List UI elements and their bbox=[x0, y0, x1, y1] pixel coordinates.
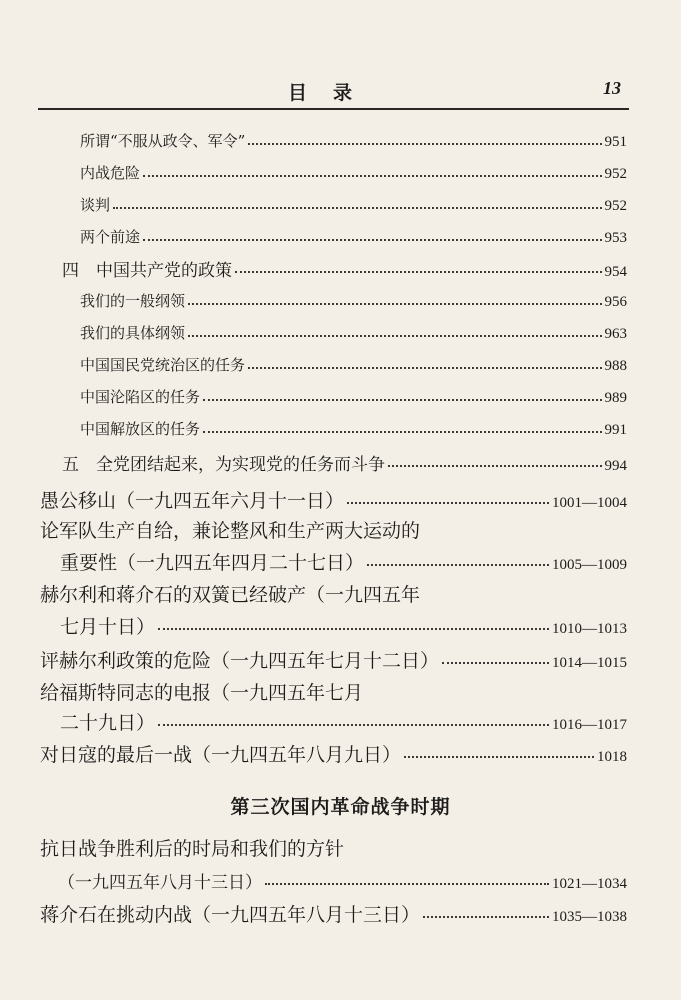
toc-entry[interactable] bbox=[40, 646, 627, 673]
toc-entry[interactable] bbox=[40, 900, 627, 927]
toc-entry-page: 954 bbox=[604, 264, 627, 280]
toc-entry-title: 我们的一般纲领 bbox=[80, 292, 186, 310]
toc-entry-page: 1021—1034 bbox=[552, 876, 627, 892]
section-heading: 第三次国内革命战争时期 bbox=[230, 796, 451, 818]
leader-dots bbox=[143, 174, 601, 177]
toc-entry-page: 1014—1015 bbox=[552, 655, 627, 671]
toc-entry-page: 1005—1009 bbox=[552, 557, 627, 573]
toc-entry[interactable] bbox=[80, 290, 627, 311]
toc-entry-title: 愚公移山（一九四五年六月十一日） bbox=[40, 490, 345, 512]
leader-dots bbox=[248, 142, 601, 145]
toc-entry-title: 两个前途 bbox=[80, 228, 141, 246]
toc-entry-title: 四 中国共产党的政策 bbox=[62, 261, 232, 281]
leader-dots bbox=[388, 464, 602, 467]
toc-entry-title: 蒋介石在挑动内战（一九四五年八月十三日） bbox=[40, 904, 421, 926]
toc-entry-title-line1[interactable]: 给福斯特同志的电报（一九四五年七月 bbox=[40, 682, 364, 704]
toc-entry-page: 1035—1038 bbox=[552, 909, 627, 925]
toc-entry[interactable] bbox=[60, 708, 627, 735]
toc-entry[interactable] bbox=[80, 194, 627, 215]
leader-dots bbox=[203, 398, 601, 401]
toc-entry-title: 对日寇的最后一战（一九四五年八月九日） bbox=[40, 744, 402, 766]
toc-entry-page: 988 bbox=[604, 358, 627, 374]
header-title: 目录 bbox=[288, 82, 379, 104]
toc-entry[interactable] bbox=[40, 486, 627, 513]
header-page-number: 13 bbox=[603, 78, 621, 98]
toc-entry[interactable] bbox=[80, 322, 627, 343]
header-rule bbox=[38, 108, 629, 110]
toc-entry-title: 谈判 bbox=[80, 196, 111, 214]
leader-dots bbox=[113, 206, 601, 209]
toc-entry-title-line2: 七月十日） bbox=[60, 616, 156, 638]
leader-dots bbox=[265, 882, 549, 885]
toc-entry[interactable] bbox=[80, 418, 627, 439]
toc-entry-title-line1[interactable]: 赫尔利和蒋介石的双簧已经破产（一九四五年 bbox=[40, 584, 421, 606]
leader-dots bbox=[143, 238, 601, 241]
leader-dots bbox=[188, 302, 601, 305]
toc-entry-title: 五 全党团结起来，为实现党的任务而斗争 bbox=[62, 455, 385, 475]
toc-entry-title-line2: 重要性（一九四五年四月二十七日） bbox=[60, 552, 365, 574]
toc-entry-title: 内战危险 bbox=[80, 164, 141, 182]
leader-dots bbox=[248, 366, 601, 369]
toc-entry[interactable] bbox=[58, 868, 627, 893]
toc-entry-title: 评赫尔利政策的危险（一九四五年七月十二日） bbox=[40, 650, 440, 672]
toc-entry[interactable] bbox=[62, 450, 627, 475]
toc-entry-page: 1001—1004 bbox=[552, 495, 627, 511]
toc-entry-title-line2: （一九四五年八月十三日） bbox=[58, 873, 262, 893]
leader-dots bbox=[367, 563, 549, 566]
leader-dots bbox=[423, 915, 549, 918]
toc-entry[interactable] bbox=[62, 256, 627, 281]
toc-entry-page: 952 bbox=[604, 198, 627, 214]
toc-entry-title-line1[interactable]: 抗日战争胜利后的时局和我们的方针 bbox=[40, 838, 345, 860]
toc-entry-page: 951 bbox=[604, 134, 627, 150]
toc-entry-title-line2: 二十九日） bbox=[60, 712, 156, 734]
toc-entry[interactable] bbox=[60, 548, 627, 575]
toc-entry-title: 我们的具体纲领 bbox=[80, 324, 186, 342]
toc-entry-title: 中国国民党统治区的任务 bbox=[80, 356, 246, 374]
page-header bbox=[38, 74, 629, 108]
leader-dots bbox=[158, 627, 549, 630]
toc-entry[interactable] bbox=[80, 386, 627, 407]
toc-entry-title-line1[interactable]: 论军队生产自给，兼论整风和生产两大运动的 bbox=[40, 520, 421, 542]
toc-entry-page: 956 bbox=[604, 294, 627, 310]
leader-dots bbox=[442, 661, 549, 664]
leader-dots bbox=[404, 755, 594, 758]
toc-entry-page: 963 bbox=[604, 326, 627, 342]
toc-entry[interactable] bbox=[80, 354, 627, 375]
toc-entry-page: 994 bbox=[604, 458, 627, 474]
toc-entry-page: 952 bbox=[604, 166, 627, 182]
toc-entry-page: 1010—1013 bbox=[552, 621, 627, 637]
toc-entry[interactable] bbox=[60, 612, 627, 639]
leader-dots bbox=[235, 270, 602, 273]
toc-entry-page: 991 bbox=[604, 422, 627, 438]
leader-dots bbox=[203, 430, 601, 433]
toc-entry[interactable] bbox=[40, 740, 627, 767]
toc-entry-page: 953 bbox=[604, 230, 627, 246]
toc-entry-page: 989 bbox=[604, 390, 627, 406]
leader-dots bbox=[158, 723, 549, 726]
toc-entry-page: 1018 bbox=[597, 749, 627, 765]
toc-entry-page: 1016—1017 bbox=[552, 717, 627, 733]
toc-entry[interactable] bbox=[80, 226, 627, 247]
toc-entry[interactable] bbox=[80, 162, 627, 183]
leader-dots bbox=[347, 501, 549, 504]
toc-entry-title: 所谓“不服从政令、军令” bbox=[80, 132, 246, 150]
toc-entry[interactable] bbox=[80, 130, 627, 151]
toc-entry-title: 中国解放区的任务 bbox=[80, 420, 201, 438]
toc-entry-title: 中国沦陷区的任务 bbox=[80, 388, 201, 406]
leader-dots bbox=[188, 334, 601, 337]
